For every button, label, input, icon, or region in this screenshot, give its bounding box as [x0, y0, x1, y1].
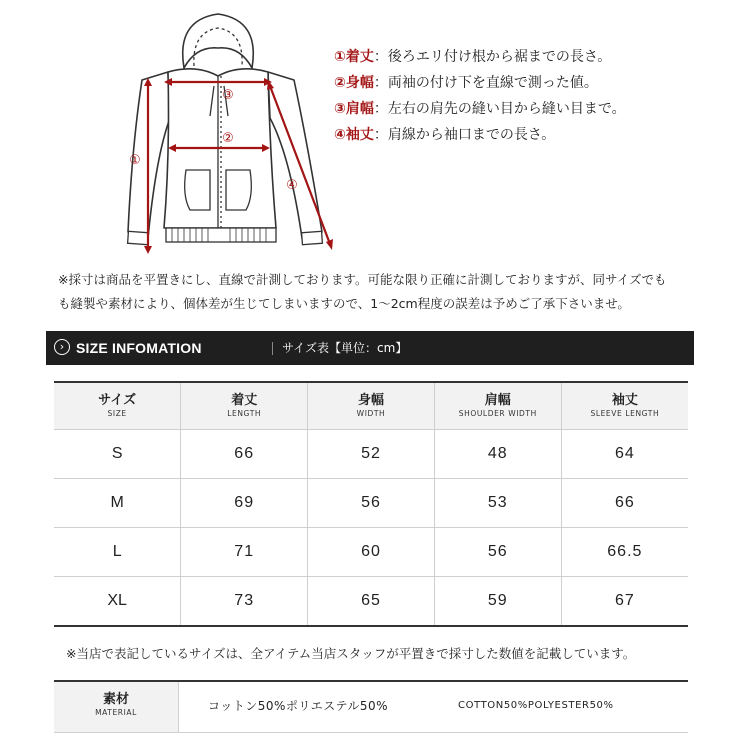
marker-1: ①	[129, 153, 141, 168]
size-cell: M	[54, 479, 181, 528]
header-cell	[181, 382, 308, 430]
legend-text: ：肩線から袖口までの長さ。	[373, 127, 556, 143]
legend-item	[334, 122, 734, 148]
header-en: LENGTH	[227, 408, 262, 418]
note-line: も縫製や素材により、個体差が生じてしまいますので、1〜2cm程度の誤差は予めご了承下さいませ。	[58, 296, 630, 311]
value-cell: 66	[181, 430, 308, 479]
legend-key: ④袖丈	[334, 127, 374, 143]
measurement-note	[58, 268, 738, 316]
value-cell: 66	[561, 479, 688, 528]
size-cell: XL	[54, 577, 181, 627]
measurement-legend	[334, 44, 734, 148]
header-jp: 着丈	[231, 392, 258, 408]
material-row	[54, 680, 688, 733]
header-jp: サイズ	[98, 392, 137, 408]
marker-4: ④	[286, 178, 298, 193]
banner-title: SIZE INFOMATION	[76, 340, 202, 356]
table-row	[54, 479, 688, 528]
value-cell: 48	[434, 430, 561, 479]
legend-key: ①着丈	[334, 49, 374, 65]
material-label-en: MATERIAL	[95, 708, 137, 717]
chevron-circle-right-icon: ›	[54, 339, 70, 355]
legend-text: ：左右の肩先の縫い目から縫い目まで。	[373, 101, 626, 117]
header-jp: 身幅	[357, 392, 384, 408]
value-cell: 73	[181, 577, 308, 627]
header-cell	[308, 382, 435, 430]
table-row	[54, 577, 688, 627]
header-jp: 袖丈	[611, 392, 638, 408]
value-cell: 56	[308, 479, 435, 528]
legend-key: ②身幅	[334, 75, 374, 91]
material-label-jp: 素材	[102, 692, 129, 707]
header-en: SHOULDER WIDTH	[458, 408, 537, 418]
value-cell: 71	[181, 528, 308, 577]
marker-3: ③	[222, 88, 234, 103]
header-en: WIDTH	[356, 408, 386, 418]
value-cell: 65	[308, 577, 435, 627]
header-en: SIZE	[107, 408, 127, 418]
table-header-row	[54, 382, 688, 430]
size-info-banner	[46, 331, 694, 365]
marker-2: ②	[222, 131, 234, 146]
value-cell: 56	[434, 528, 561, 577]
legend-item	[334, 70, 734, 96]
banner-divider	[272, 342, 273, 355]
legend-text: ：両袖の付け下を直線で測った値。	[373, 75, 598, 91]
size-footnote: ※当店で表記しているサイズは、全アイテム当店スタッフが平置きで採寸した数値を記載しています。	[66, 646, 636, 661]
hoodie-diagram	[90, 6, 340, 262]
banner-subtitle: サイズ表【単位：cm】	[282, 341, 408, 355]
header-cell	[434, 382, 561, 430]
value-cell: 64	[561, 430, 688, 479]
header-cell	[54, 382, 181, 430]
table-row	[54, 528, 688, 577]
value-cell: 53	[434, 479, 561, 528]
material-value-jp: コットン50%ポリエステル50%	[208, 699, 389, 713]
material-value-en: COTTON50%POLYESTER50%	[458, 700, 614, 711]
size-table	[54, 381, 688, 627]
legend-text: ：後ろエリ付け根から裾までの長さ。	[373, 49, 612, 65]
material-label	[54, 682, 179, 732]
value-cell: 69	[181, 479, 308, 528]
legend-item	[334, 96, 734, 122]
value-cell: 67	[561, 577, 688, 627]
legend-key: ③肩幅	[334, 101, 374, 117]
value-cell: 60	[308, 528, 435, 577]
value-cell: 52	[308, 430, 435, 479]
header-cell	[561, 382, 688, 430]
value-cell: 59	[434, 577, 561, 627]
note-line: ※採寸は商品を平置きにし、直線で計測しております。可能な限り正確に計測しておりますが、同サイズでも	[58, 272, 667, 287]
legend-item	[334, 44, 734, 70]
table-row	[54, 430, 688, 479]
value-cell: 66.5	[561, 528, 688, 577]
size-cell: S	[54, 430, 181, 479]
size-cell: L	[54, 528, 181, 577]
header-en: SLEEVE LENGTH	[590, 408, 660, 418]
header-jp: 肩幅	[484, 392, 511, 408]
